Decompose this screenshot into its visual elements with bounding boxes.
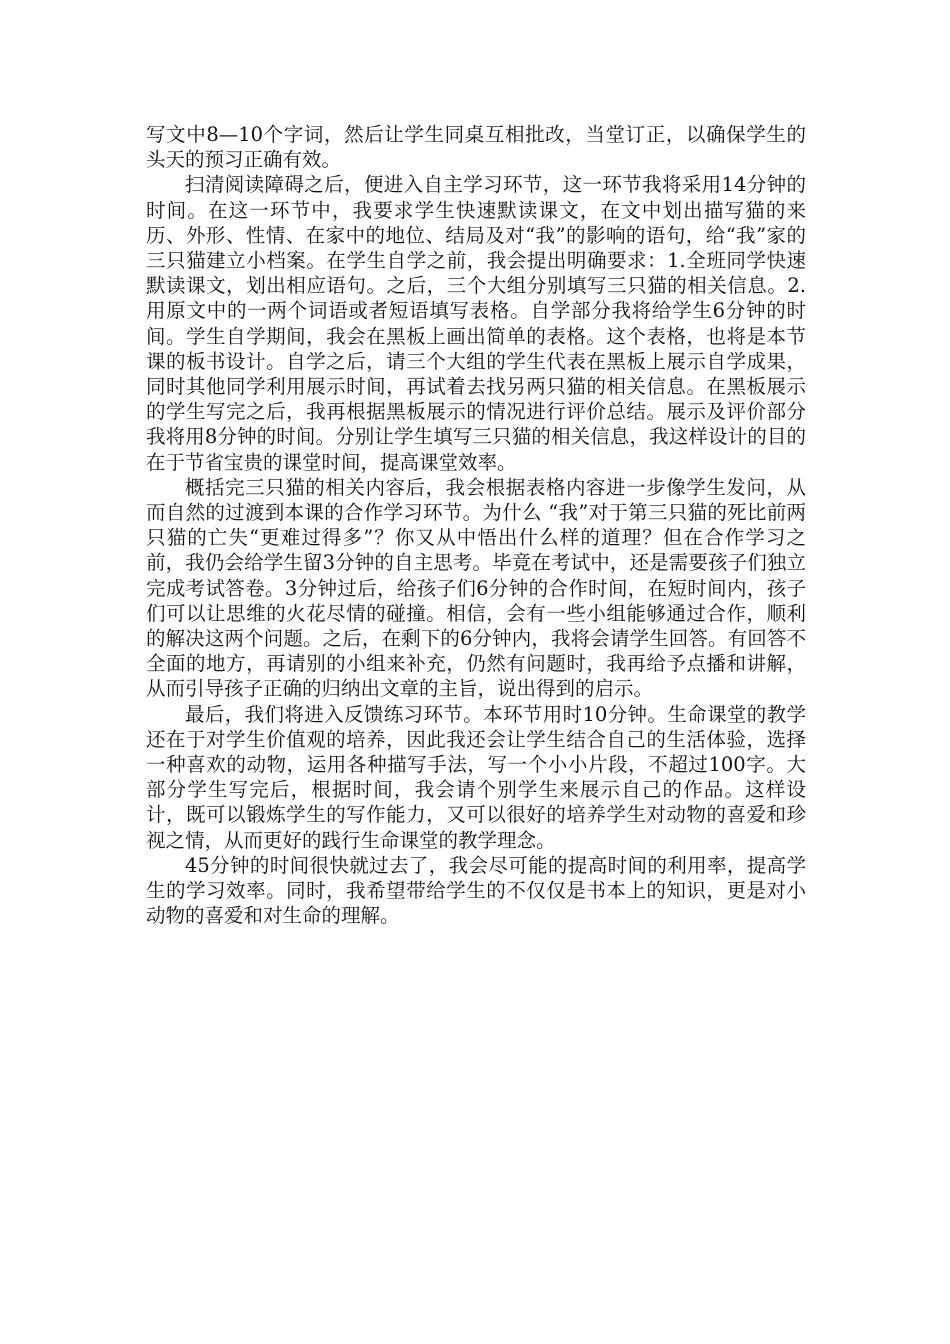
document-body xyxy=(146,122,806,929)
paragraph-conclusion: 45分钟的时间很快就过去了，我会尽可能的提高时间的利用率，提高学生的学习效率。同时，我希望带给学生的不仅仅是书本上的知识，更是对小动物的喜爱和对生命的理解。 xyxy=(146,853,806,928)
paragraph-continuation: 写文中8—10个字词，然后让学生同桌互相批改，当堂订正，以确保学生的头天的预习正确有效。 xyxy=(146,123,806,172)
paragraph-feedback-practice: 最后，我们将进入反馈练习环节。本环节用时10分钟。生命课堂的教学还在于对学生价值观的培养，因此我还会让学生结合自己的生活体验，选择一种喜欢的动物，运用各种描写手法，写一个小小片段，不超过100字。大部分学生写完后，根据时间，我会请个别学生来展示自己的作品。这样设计，既可以锻炼学生的写作能力，又可以很好的培养学生对动物的喜爱和珍视之情，从而更好的践行生命课堂的教学理念。 xyxy=(146,702,806,852)
paragraph-self-study: 扫清阅读障碍之后，便进入自主学习环节，这一环节我将采用14分钟的时间。在这一环节中，我要求学生快速默读课文，在文中划出描写猫的来历、外形、性情、在家中的地位、结局及对“我”的影响的语句，给“我”家的三只猫建立小档案。在学生自学之前，我会提出明确要求：1.全班同学快速默读课文，划出相应语句。之后，三个大组分别填写三只猫的相关信息。2.用原文中的一两个词语或者短语填写表格。自学部分我将给学生6分钟的时间。学生自学期间，我会在黑板上画出简单的表格。这个表格，也将是本节课的板书设计。自学之后，请三个大组的学生代表在黑板上展示自学成果，同时其他同学利用展示时间，再试着去找另两只猫的相关信息。在黑板展示的学生写完之后，我再根据黑板展示的情况进行评价总结。展示及评价部分我将用8分钟的时间。分别让学生填写三只猫的相关信息，我这样设计的目的在于节省宝贵的课堂时间，提高课堂效率。 xyxy=(146,173,806,474)
paragraph-cooperative-learning: 概括完三只猫的相关内容后，我会根据表格内容进一步像学生发问，从而自然的过渡到本课的合作学习环节。为什么 “我”对于第三只猫的死比前两只猫的亡失“更难过得多”？你又从中悟出什么样的道理？但在合作学习之前，我仍会给学生留3分钟的自主思考。毕竟在考试中，还是需要孩子们独立完成考试答卷。3分钟过后，给孩子们6分钟的合作时间，在短时间内，孩子们可以让思维的火花尽情的碰撞。相信，会有一些小组能够通过合作，顺利的解决这两个问题。之后，在剩下的6分钟内，我将会请学生回答。有回答不全面的地方，再请别的小组来补充，仍然有问题时，我再给予点播和讲解，从而引导孩子正确的归纳出文章的主旨，说出得到的启示。 xyxy=(146,475,806,701)
